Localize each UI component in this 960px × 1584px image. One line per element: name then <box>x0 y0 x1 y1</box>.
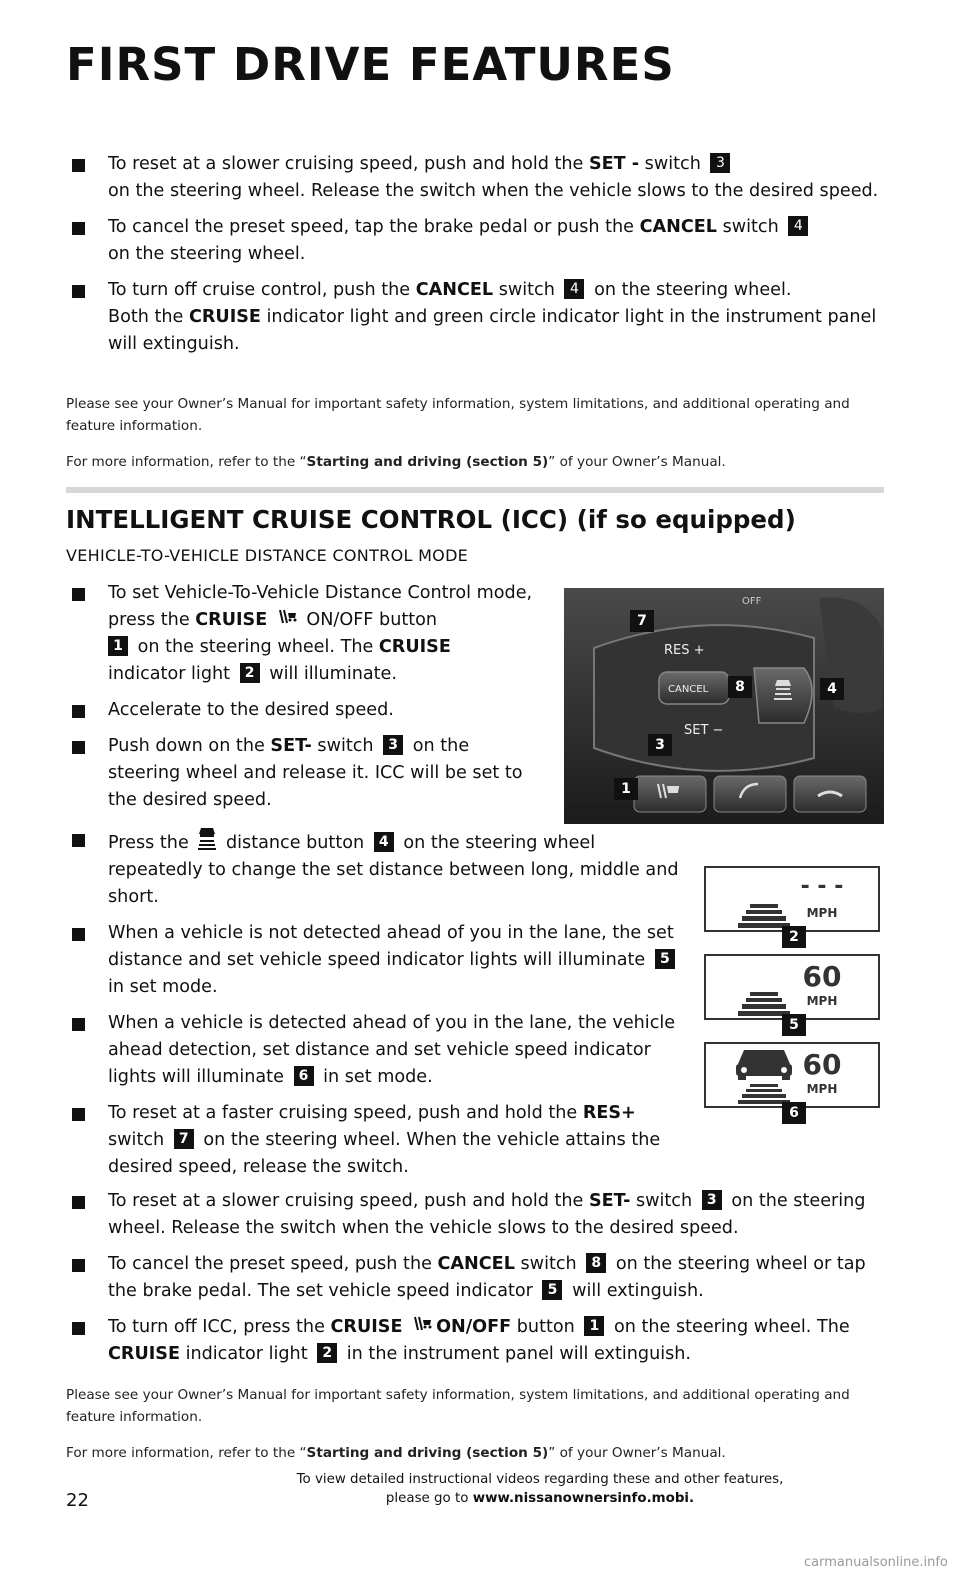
callout-badge: 1 <box>584 1316 604 1336</box>
bullet-text: distance button <box>225 833 365 853</box>
indicator-panel <box>704 866 880 945</box>
callout-badge: 1 <box>108 636 128 656</box>
bullet-text: To set Vehicle-To-Vehicle Distance Control mode, press the <box>108 583 533 630</box>
bullet-text: in set mode. <box>108 977 218 997</box>
bullet-text: To cancel the preset speed, tap the brake pedal or push the <box>108 217 640 237</box>
bullet-text: When a vehicle is detected ahead of you in the lane, the vehicle ahead detection, set distance and set vehicle speed indicator lights will illuminate <box>108 1013 676 1087</box>
bullet-text: in the instrument panel will extinguish. <box>346 1344 692 1364</box>
bullet-text: When a vehicle is not detected ahead of you in the lane, the set distance and set vehicle speed indicator lights will illuminate <box>108 923 674 970</box>
off-label: OFF <box>742 596 762 607</box>
callout-badge: 5 <box>542 1280 562 1300</box>
list-item <box>66 1188 896 1242</box>
callout-badge-7: 7 <box>630 610 654 632</box>
set-speed-value: - - - <box>800 874 844 899</box>
bullet-text: To turn off ICC, press the <box>108 1317 331 1337</box>
indicator-panel <box>704 1042 880 1121</box>
list-item <box>66 697 536 724</box>
list-item <box>66 151 896 205</box>
set-minus-label: SET − <box>684 723 724 738</box>
bullet-text: To reset at a slower cruising speed, push and hold the <box>108 154 589 174</box>
bullet-bold: CRUISE <box>330 1317 403 1337</box>
more-info-note <box>66 451 726 473</box>
bullet-bold: SET - <box>588 154 640 174</box>
bullet-text: To reset at a faster cruising speed, push and hold the <box>108 1103 583 1123</box>
callout-badge: 3 <box>710 153 730 173</box>
callout-badge: 5 <box>655 949 675 969</box>
callout-badge-3: 3 <box>648 734 672 756</box>
page-number: 22 <box>66 1490 89 1511</box>
list-item <box>66 1100 686 1181</box>
bullet-text: switch <box>108 1130 165 1150</box>
list-item <box>66 580 536 688</box>
callout-badge: 8 <box>586 1253 606 1273</box>
list-item <box>66 1010 686 1091</box>
footer-link[interactable]: www.nissanownersinfo.mobi. <box>472 1491 695 1506</box>
bullet-text: on the steering wheel. When the vehicle attains the desired speed, release the switch. <box>108 1130 661 1177</box>
bullet-bold: SET- <box>270 736 312 756</box>
bullet-bold: CRUISE <box>195 610 268 630</box>
list-item <box>66 920 686 1001</box>
bullet-bold: CRUISE <box>378 637 451 657</box>
list-item <box>66 277 896 358</box>
cruise-icon <box>276 607 298 627</box>
callout-badge-4: 4 <box>820 678 844 700</box>
bullet-text: will extinguish. <box>572 1281 704 1301</box>
bullet-bold: CANCEL <box>437 1254 515 1274</box>
bullet-text: on the steering wheel. The <box>137 637 379 657</box>
bullet-text: button <box>511 1317 575 1337</box>
set-speed-value: 60 <box>802 1048 842 1081</box>
note-text: For more information, refer to the “ <box>66 1445 307 1461</box>
bullet-text: switch <box>493 280 555 300</box>
icc-bullet-list-narrow <box>66 580 536 823</box>
more-info-note <box>66 1442 726 1464</box>
list-item <box>66 826 686 911</box>
bullet-text: Both the <box>108 307 189 327</box>
bullet-text: To reset at a slower cruising speed, push and hold the <box>108 1191 589 1211</box>
footer-line: please go to <box>385 1491 473 1506</box>
callout-badge: 4 <box>788 216 808 236</box>
cancel-label: CANCEL <box>668 684 709 695</box>
bullet-text: in set mode. <box>323 1067 433 1087</box>
callout-badge: 4 <box>564 279 584 299</box>
bullet-text: on the steering wheel. <box>594 280 792 300</box>
cruise-icon <box>411 1314 433 1334</box>
bullet-text: will illuminate. <box>269 664 397 684</box>
bullet-text: on the steering wheel and release it. ICC will be set to the desired speed. <box>108 736 523 810</box>
footer-line: To view detailed instructional videos regarding these and other features, <box>296 1472 784 1487</box>
steering-switch-photo <box>564 588 884 824</box>
res-plus-label: RES + <box>664 643 705 658</box>
bullet-text: switch <box>514 1254 577 1274</box>
bullet-text: indicator light and green circle indicator light in the instrument panel will extinguish. <box>108 307 877 354</box>
callout-badge: 2 <box>317 1343 337 1363</box>
icc-bullet-list-mid <box>66 826 686 1190</box>
bullet-text: Accelerate to the desired speed. <box>108 700 394 720</box>
list-item <box>66 214 896 268</box>
bullet-text: indicator light <box>179 1344 308 1364</box>
note-bold: Starting and driving (section 5) <box>306 454 549 470</box>
footer-note <box>270 1470 810 1508</box>
cruise-bullet-list <box>66 151 896 367</box>
callout-badge-6: 6 <box>782 1102 806 1124</box>
section-subhead: VEHICLE-TO-VEHICLE DISTANCE CONTROL MODE <box>66 546 469 565</box>
bullet-text: indicator light <box>108 664 231 684</box>
callout-badge-1: 1 <box>614 778 638 800</box>
callout-badge: 4 <box>374 832 394 852</box>
bullet-text: on the steering wheel or tap the brake pedal. The set vehicle speed indicator <box>108 1254 866 1301</box>
page-title: FIRST DRIVE FEATURES <box>66 38 675 91</box>
bullet-bold: CANCEL <box>415 280 494 300</box>
callout-badge-2: 2 <box>782 926 806 948</box>
list-item <box>66 1314 896 1368</box>
speed-unit: MPH <box>806 1082 838 1096</box>
list-item <box>66 733 536 814</box>
note-text: ” of your Owner’s Manual. <box>548 1445 726 1461</box>
bullet-bold: SET- <box>588 1191 631 1211</box>
safety-note: Please see your Owner’s Manual for important safety information, system limitations, and additional operating and feature information. <box>66 396 850 434</box>
set-speed-value: 60 <box>802 960 842 993</box>
bullet-text: To cancel the preset speed, push the <box>108 1254 438 1274</box>
bullet-text: switch <box>717 217 779 237</box>
bullet-text: on the steering wheel. <box>108 244 306 264</box>
icc-bullet-list-wide <box>66 1188 896 1377</box>
list-item <box>66 1251 896 1305</box>
speed-unit: MPH <box>806 994 838 1008</box>
bullet-text: on the steering wheel. The <box>613 1317 850 1337</box>
speed-unit: MPH <box>806 906 838 920</box>
bullet-bold: RES+ <box>582 1103 636 1123</box>
bullet-bold: ON/OFF <box>436 1317 512 1337</box>
bullet-text: switch <box>639 154 701 174</box>
watermark: carmanualsonline.info <box>804 1555 948 1570</box>
callout-badge: 2 <box>240 663 260 683</box>
callout-badge: 3 <box>383 735 403 755</box>
steering-switch-illustration <box>564 588 884 824</box>
safety-note: Please see your Owner’s Manual for important safety information, system limitations, and additional operating and feature information. <box>66 1387 850 1425</box>
indicator-panel <box>704 954 880 1033</box>
bullet-text: on the steering wheel. Release the switch when the vehicle slows to the desired speed. <box>108 181 879 201</box>
callout-badge: 7 <box>174 1129 194 1149</box>
callout-badge-5: 5 <box>782 1014 806 1036</box>
note-text: ” of your Owner’s Manual. <box>548 454 726 470</box>
note-bold: Starting and driving (section 5) <box>306 1445 549 1461</box>
bullet-text: switch <box>630 1191 693 1211</box>
section-title: INTELLIGENT CRUISE CONTROL (ICC) (if so equipped) <box>66 505 796 534</box>
distance-icon <box>197 826 217 850</box>
bullet-bold: CANCEL <box>639 217 717 237</box>
callout-badge-8: 8 <box>728 676 752 698</box>
bullet-text: switch <box>311 736 374 756</box>
section-divider <box>66 487 884 493</box>
bullet-text: on the steering wheel. Release the switch when the vehicle slows to the desired speed. <box>108 1191 866 1238</box>
bullet-text: Push down on the <box>108 736 271 756</box>
bullet-text: on the steering wheel repeatedly to change the set distance between long, middle and short. <box>108 833 679 907</box>
note-text: For more information, refer to the “ <box>66 454 307 470</box>
bullet-text: To turn off cruise control, push the <box>108 280 416 300</box>
bullet-bold: CRUISE <box>188 307 261 327</box>
callout-badge: 6 <box>294 1066 314 1086</box>
callout-badge: 3 <box>702 1190 722 1210</box>
bullet-text: Press the <box>108 833 189 853</box>
bullet-bold: CRUISE <box>108 1344 180 1364</box>
bullet-text: ON/OFF button <box>300 610 438 630</box>
